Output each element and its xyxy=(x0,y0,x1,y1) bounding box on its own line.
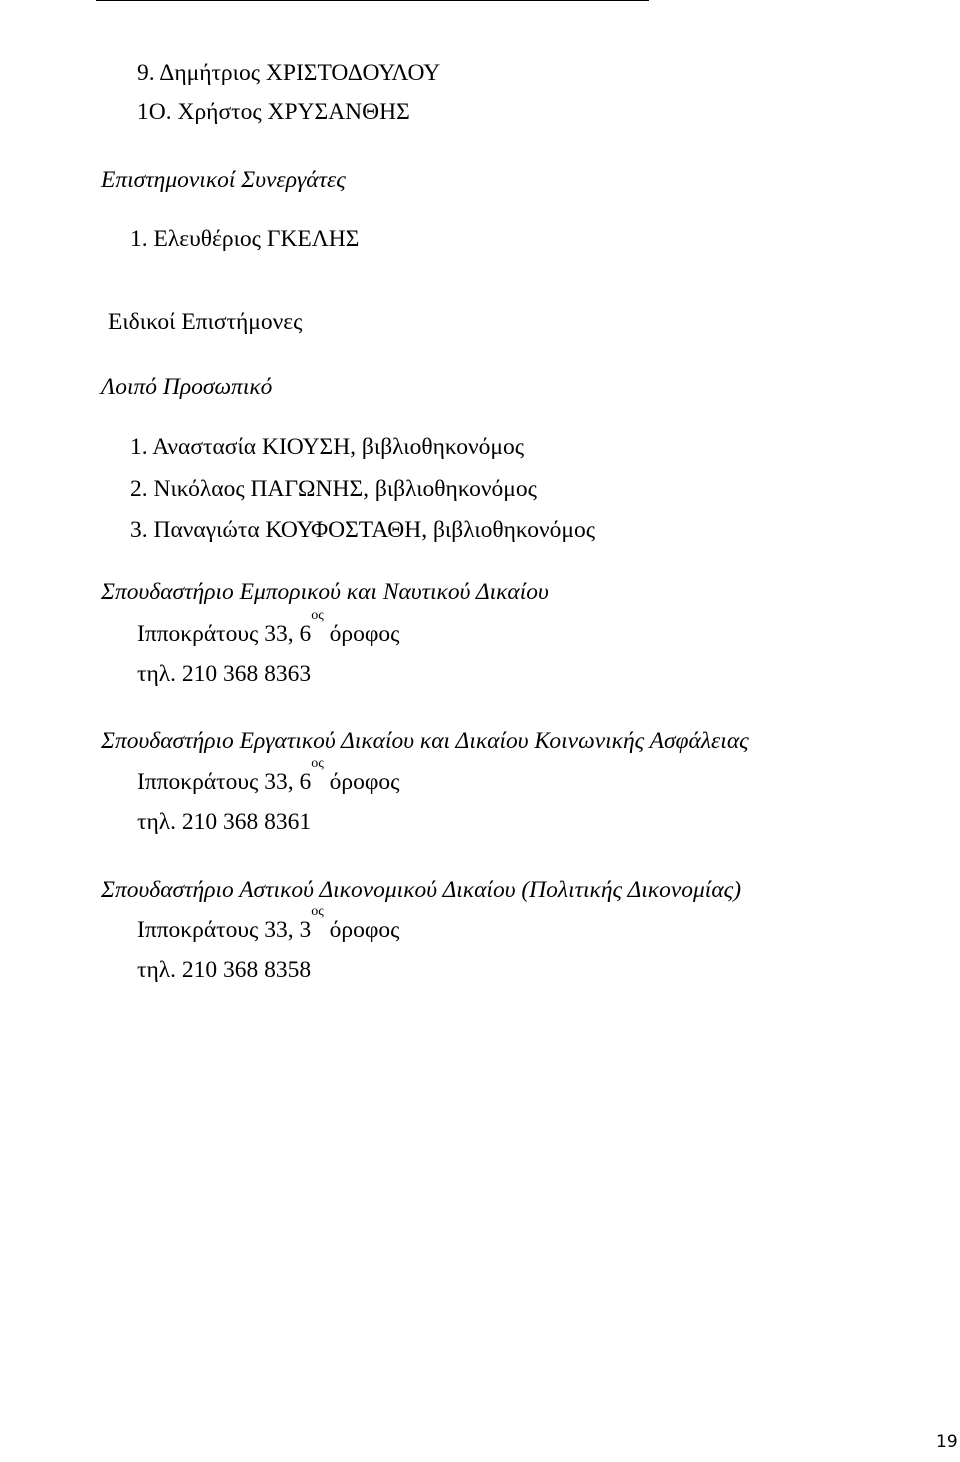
other-staff-item-3: 3. Παναγιώτα ΚΟΥΦΟΣΤΑΘΗ, βιβλιοθηκονόμος xyxy=(130,517,596,543)
seminar-address: Ιπποκράτους 33, $3^{o\varsigma}$ όροφος xyxy=(137,904,400,943)
other-staff-heading: Λοιπό Προσωπικό xyxy=(101,374,273,400)
staff-item-9: 9. Δημήτριος ΧΡΙΣΤΟΔΟΥΛΟΥ xyxy=(137,60,441,86)
floor-suffix: ος xyxy=(311,904,324,919)
other-staff-item-1: 1. Αναστασία ΚΙΟΥΣΗ, βιβλιοθηκονόμος xyxy=(130,434,525,460)
collaborator-item: 1. Ελευθέριος ΓΚΕΛΗΣ xyxy=(130,226,360,252)
seminar-title: Σπουδαστήριο Αστικού Δικονομικού Δικαίου (Πολιτικής Δικονομίας) xyxy=(101,877,742,903)
scientific-collaborators-heading: Επιστημονικοί Συνεργάτες xyxy=(101,167,346,193)
seminar-address: Ιπποκράτους 33, $6^{o\varsigma}$ όροφος xyxy=(137,756,400,795)
specialists-heading: Ειδικοί Επιστήμονες xyxy=(108,309,303,335)
seminar-phone: τηλ. 210 368 8358 xyxy=(137,957,312,983)
staff-item-10: 1Ο. Χρήστος ΧΡΥΣΑΝΘΗΣ xyxy=(137,99,410,125)
floor-suffix: ος xyxy=(311,756,324,771)
seminar-title: Σπουδαστήριο Εργατικού Δικαίου και Δικαίου Κοινωνικής Ασφάλειας xyxy=(101,728,749,754)
seminar-title: Σπουδαστήριο Εμπορικού και Ναυτικού Δικαίου xyxy=(101,579,549,605)
top-rule xyxy=(96,0,649,1)
seminar-address: Ιπποκράτους 33, $6^{o\varsigma}$ όροφος xyxy=(137,608,400,647)
other-staff-item-2: 2. Νικόλαος ΠΑΓΩΝΗΣ, βιβλιοθηκονόμος xyxy=(130,476,537,502)
seminar-phone: τηλ. 210 368 8363 xyxy=(137,661,312,687)
page-number: 19 xyxy=(936,1432,958,1452)
floor-suffix: ος xyxy=(311,608,324,623)
seminar-phone: τηλ. 210 368 8361 xyxy=(137,809,312,835)
